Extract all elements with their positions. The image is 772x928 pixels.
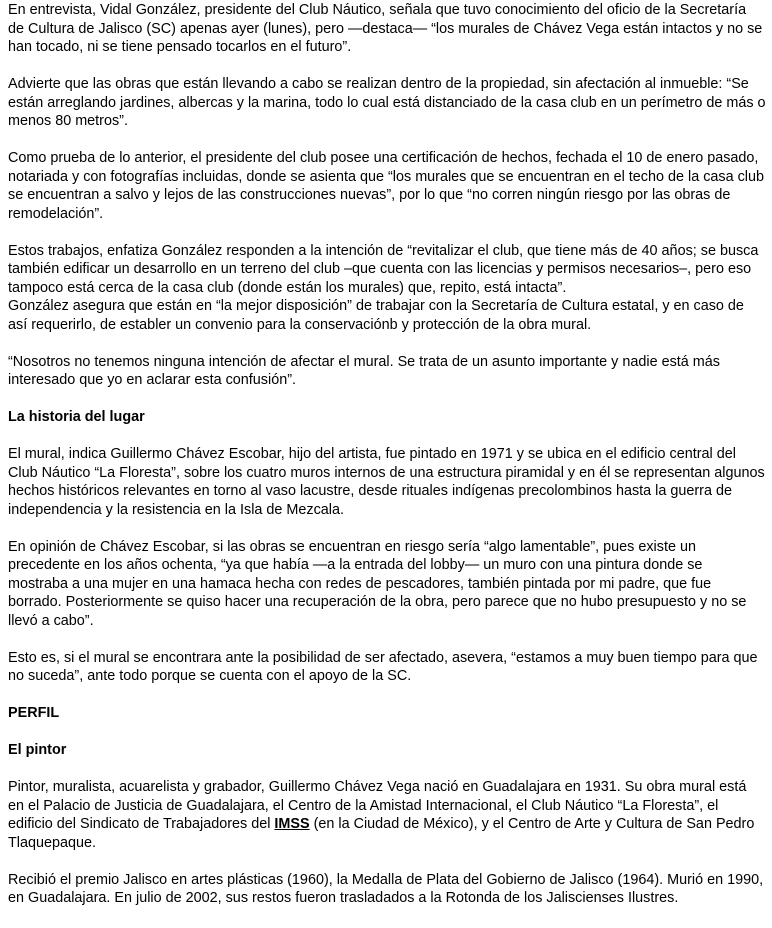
paragraph-disposicion: González asegura que están en “la mejor disposición” de trabajar con la Secretaría de Cultura estatal, y en caso de así requerirlo, de establer un convenio para la conservaciónb y protección de la obra mural.	[8, 298, 744, 333]
paragraph-trabajos: Estos trabajos, enfatiza González responden a la intención de “revitalizar el club, que tiene más de 40 años; se busca también edificar un desarrollo en un terreno del club –que cuenta con las licencias y permisos necesarios–, pero eso tampoco está cerca de la casa club (donde están los murales) que, repito, está intacta”.	[8, 242, 759, 296]
paragraph-biografia	[8, 778, 766, 852]
section-heading-historia: La historia del lugar	[8, 409, 145, 425]
paragraph-entrevista: En entrevista, Vidal González, presidente del Club Náutico, señala que tuvo conocimiento del oficio de la Secretaría de Cultura de Jalisco (SC) apenas ayer (lunes), pero —destaca— “los murales de Chávez Vega están intactos y no se han tocado, ni se tiene pensado tocarlos en el futuro”.	[8, 2, 763, 55]
imss-link[interactable]: IMSS	[274, 816, 310, 832]
paragraph-mural: El mural, indica Guillermo Chávez Escobar, hijo del artista, fue pintado en 1971 y se ubica en el edificio central del Club Náutico “La Floresta”, sobre los cuatro muros internos de una estructura piramidal y en él se representan algunos hechos históricos relevantes en torno al vaso lacustre, desde rituales indígenas precolombinos hasta la guerra de independencia y la resistencia en la Isla de Mezcala.	[8, 446, 765, 518]
biografia-text-end: (en la Ciudad de México), y el Centro de Arte y Cultura de San Pedro Tlaquepaque.	[8, 816, 755, 851]
paragraph-apoyo: Esto es, si el mural se encontrara ante la posibilidad de ser afectado, asevera, “estamos a muy buen tiempo para que no suceda”, ante todo porque se cuenta con el apoyo de la SC.	[8, 649, 758, 684]
section-heading-pintor: El pintor	[8, 742, 67, 758]
paragraph-certificacion: Como prueba de lo anterior, el presidente del club posee una certificación de hechos, fechada el 10 de enero pasado, notariada y con fotografías incluidas, donde se asienta que “los murales que se encuentran en el techo de la casa club se encuentran a salvo y lejos de las construcciones nuevas”, por lo que “no corren ningún riesgo por las obras de remodelación”.	[8, 150, 764, 222]
section-heading-perfil: PERFIL	[8, 705, 60, 721]
paragraph-cita: “Nosotros no tenemos ninguna intención de afectar el mural. Se trata de un asunto importante y nadie está más interesado que yo en aclarar esta confusión”.	[8, 353, 720, 388]
paragraph-obras: Advierte que las obras que están llevando a cabo se realizan dentro de la propiedad, sin afectación al inmueble: “Se están arreglando jardines, albercas y la marina, todo lo cual está distanciado de la casa club en un perímetro de más o menos 80 metros”.	[8, 76, 766, 129]
paragraph-opinion: En opinión de Chávez Escobar, si las obras se encuentran en riesgo sería “algo lamentable”, pues existe un precedente en los años ochenta, “ya que había —a la entrada del lobby— un muro con una pintura donde se mostraba a una mujer en una hamaca hecha con redes de pescadores, también pintada por mi padre, que fue borrado. Posteriormente se quiso hacer una recuperación de la obra, pero parece que no hubo presupuesto y no se llevó a cabo”.	[8, 538, 747, 629]
paragraph-premios: Recibió el premio Jalisco en artes plásticas (1960), la Medalla de Plata del Gobierno de Jalisco (1964). Murió en 1990, en Guadalajara. En julio de 2002, sus restos fueron trasladados a la Rotonda de los Jaliscienses Ilustres.	[8, 871, 764, 906]
biografia-text-start: Pintor, muralista, acuarelista y grabador, Guillermo Chávez Vega nació en Guadalajara en 1931. Su obra mural está en el Palacio de Justicia de Guadalajara, el Centro de la Amistad Internacional, el Club Náutico “La Floresta”, el edificio del Sindicato de Trabajadores del	[8, 779, 747, 832]
